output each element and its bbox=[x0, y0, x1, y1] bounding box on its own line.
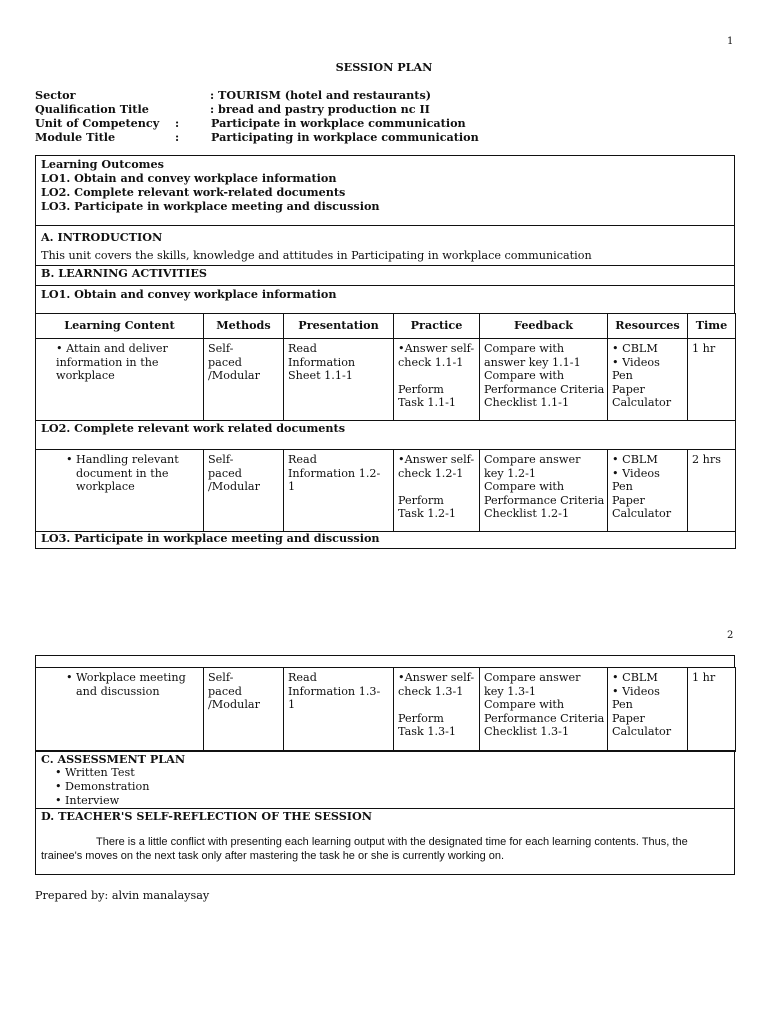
lo2-heading: LO2. Complete relevant work related documents bbox=[36, 421, 736, 450]
column-header: Practice bbox=[394, 314, 480, 339]
header-row-qualification bbox=[35, 102, 735, 116]
presentation-line: Read bbox=[288, 342, 317, 355]
feedback-line: key 1.3-1 bbox=[484, 684, 536, 698]
methods-line: /Modular bbox=[208, 369, 260, 383]
feedback-line: Checklist 1.2-1 bbox=[484, 507, 570, 521]
activities-table-page1 bbox=[35, 313, 736, 549]
feedback-cell bbox=[480, 339, 608, 421]
document-title: SESSION PLAN bbox=[335, 60, 433, 74]
practice-line bbox=[398, 480, 475, 494]
methods-line: /Modular bbox=[208, 480, 260, 494]
practice-line bbox=[398, 698, 475, 712]
learning-content: • Attain and deliver information in the workplace bbox=[56, 342, 168, 383]
self-reflection-text: There is a little conflict with presenting each learning output with the designated time for each learning contents. Thus, the trainee's moves on the next task only after mastering the task he or she is currently working on. bbox=[41, 836, 688, 862]
feedback-line: Compare answer bbox=[484, 453, 581, 466]
presentation-cell bbox=[284, 450, 394, 532]
practice-line: Perform bbox=[398, 711, 444, 725]
resources-line: • CBLM bbox=[612, 453, 658, 466]
lo1-heading: LO1. Obtain and convey workplace information bbox=[41, 287, 337, 301]
feedback-line: answer key 1.1-1 bbox=[484, 355, 581, 369]
assessment-item: • Written Test bbox=[65, 766, 729, 780]
header-label: Unit of Competency bbox=[35, 116, 160, 130]
resources-cell bbox=[608, 668, 688, 752]
learning-content-cell bbox=[36, 668, 204, 752]
methods-line: Self- bbox=[208, 453, 234, 466]
learning-outcome-item: LO3. Participate in workplace meeting and discussion bbox=[41, 199, 380, 213]
presentation-line: Information bbox=[288, 355, 356, 369]
practice-line: •Answer self- bbox=[398, 453, 475, 466]
feedback-line: Performance Criteria bbox=[484, 493, 605, 507]
methods-line: paced bbox=[208, 684, 242, 698]
table-row-lo3 bbox=[36, 668, 736, 752]
presentation-line: 1 bbox=[288, 698, 296, 712]
presentation-line: 1 bbox=[288, 480, 296, 494]
header-separator: : bbox=[175, 130, 180, 144]
resources-line: • CBLM bbox=[612, 342, 658, 355]
header-value: : bread and pastry production nc II bbox=[210, 102, 430, 116]
methods-cell bbox=[204, 668, 284, 752]
resources-line: • Videos bbox=[612, 684, 660, 698]
header-info bbox=[35, 88, 735, 144]
resources-cell bbox=[608, 450, 688, 532]
lo1-heading-box bbox=[35, 285, 735, 314]
methods-cell bbox=[204, 339, 284, 421]
feedback-cell bbox=[480, 668, 608, 752]
practice-line: check 1.1-1 bbox=[398, 355, 464, 369]
assessment-list bbox=[41, 766, 729, 808]
column-header: Learning Content bbox=[36, 314, 204, 339]
introduction-box bbox=[35, 225, 735, 266]
table-row-lo2 bbox=[36, 450, 736, 532]
header-separator: : bbox=[175, 116, 180, 130]
column-header: Time bbox=[688, 314, 736, 339]
column-header: Resources bbox=[608, 314, 688, 339]
methods-line: /Modular bbox=[208, 698, 260, 712]
table-header-row bbox=[36, 314, 736, 339]
header-label: Sector bbox=[35, 88, 76, 102]
learning-content-cell bbox=[36, 450, 204, 532]
feedback-line: Compare with bbox=[484, 369, 565, 383]
presentation-line: Read bbox=[288, 453, 317, 466]
resources-cell bbox=[608, 339, 688, 421]
resources-line: Pen bbox=[612, 480, 633, 494]
time-cell bbox=[688, 450, 736, 532]
feedback-cell bbox=[480, 450, 608, 532]
prepared-by: Prepared by: alvin manalaysay bbox=[35, 889, 210, 902]
presentation-line: Sheet 1.1-1 bbox=[288, 369, 353, 383]
learning-content-cell bbox=[36, 339, 204, 421]
header-label: Module Title bbox=[35, 130, 116, 144]
assessment-item: • Interview bbox=[65, 794, 729, 808]
practice-line: Perform bbox=[398, 382, 444, 396]
learning-content: • Workplace meeting and discussion bbox=[76, 671, 199, 698]
presentation-line: Information 1.3- bbox=[288, 684, 381, 698]
feedback-line: key 1.2-1 bbox=[484, 466, 536, 480]
learning-outcomes-box bbox=[35, 155, 735, 226]
column-header: Feedback bbox=[480, 314, 608, 339]
resources-line: Pen bbox=[612, 698, 633, 712]
resources-line: • Videos bbox=[612, 466, 660, 480]
presentation-line: Information 1.2- bbox=[288, 466, 381, 480]
practice-cell bbox=[394, 668, 480, 752]
lo3-heading-row bbox=[36, 532, 736, 549]
resources-line: Paper bbox=[612, 711, 645, 725]
header-value: Participate in workplace communication bbox=[211, 116, 466, 130]
practice-line: check 1.2-1 bbox=[398, 466, 464, 480]
learning-content: • Handling relevant document in the workplace bbox=[76, 453, 199, 494]
feedback-line: Performance Criteria bbox=[484, 382, 605, 396]
presentation-cell bbox=[284, 668, 394, 752]
practice-line: check 1.3-1 bbox=[398, 684, 464, 698]
feedback-line: Compare with bbox=[484, 480, 565, 494]
time-value: 2 hrs bbox=[692, 453, 721, 466]
feedback-line: Checklist 1.3-1 bbox=[484, 725, 570, 739]
time-cell bbox=[688, 668, 736, 752]
feedback-line: Performance Criteria bbox=[484, 711, 605, 725]
learning-outcomes-heading: Learning Outcomes bbox=[41, 157, 164, 171]
learning-activities-heading-box bbox=[35, 265, 735, 286]
presentation-cell bbox=[284, 339, 394, 421]
presentation-line: Read bbox=[288, 671, 317, 684]
practice-line: Task 1.2-1 bbox=[398, 507, 457, 521]
practice-line: Perform bbox=[398, 493, 444, 507]
methods-line: Self- bbox=[208, 342, 234, 355]
resources-line: • Videos bbox=[612, 355, 660, 369]
time-value: 1 hr bbox=[692, 342, 716, 355]
feedback-line: Compare with bbox=[484, 342, 565, 355]
header-row-sector bbox=[35, 88, 735, 102]
assessment-item: • Demonstration bbox=[65, 780, 729, 794]
page-number: 2 bbox=[727, 630, 734, 641]
header-label: Qualification Title bbox=[35, 102, 149, 116]
feedback-line: Compare with bbox=[484, 698, 565, 712]
resources-line: Calculator bbox=[612, 725, 672, 739]
practice-line: •Answer self- bbox=[398, 342, 475, 355]
self-reflection-box bbox=[35, 808, 735, 875]
methods-line: Self- bbox=[208, 671, 234, 684]
column-header: Presentation bbox=[284, 314, 394, 339]
methods-cell bbox=[204, 450, 284, 532]
practice-line: •Answer self- bbox=[398, 671, 475, 684]
practice-line: Task 1.3-1 bbox=[398, 725, 457, 739]
learning-outcome-item: LO1. Obtain and convey workplace information bbox=[41, 171, 337, 185]
introduction-text: This unit covers the skills, knowledge and attitudes in Participating in workplace communication bbox=[41, 249, 592, 262]
resources-line: Paper bbox=[612, 382, 645, 396]
activities-table-page2 bbox=[35, 667, 736, 752]
practice-line bbox=[398, 369, 475, 383]
self-reflection-heading: D. TEACHER'S SELF-REFLECTION OF THE SESSION bbox=[41, 809, 372, 823]
lo2-heading-row bbox=[36, 421, 736, 450]
learning-activities-heading: B. LEARNING ACTIVITIES bbox=[41, 266, 207, 280]
lo3-heading: LO3. Participate in workplace meeting and discussion bbox=[36, 532, 736, 549]
practice-line: Task 1.1-1 bbox=[398, 396, 457, 410]
resources-line: Pen bbox=[612, 369, 633, 383]
table-row-lo1 bbox=[36, 339, 736, 421]
methods-line: paced bbox=[208, 466, 242, 480]
introduction-heading: A. INTRODUCTION bbox=[41, 230, 163, 244]
practice-cell bbox=[394, 450, 480, 532]
practice-cell bbox=[394, 339, 480, 421]
header-value: : TOURISM (hotel and restaurants) bbox=[210, 88, 432, 102]
resources-line: Calculator bbox=[612, 507, 672, 521]
time-value: 1 hr bbox=[692, 671, 716, 684]
time-cell bbox=[688, 339, 736, 421]
resources-line: Paper bbox=[612, 493, 645, 507]
feedback-line: Checklist 1.1-1 bbox=[484, 396, 570, 410]
resources-line: Calculator bbox=[612, 396, 672, 410]
column-header: Methods bbox=[204, 314, 284, 339]
methods-line: paced bbox=[208, 355, 242, 369]
feedback-line: Compare answer bbox=[484, 671, 581, 684]
header-value: Participating in workplace communication bbox=[211, 130, 479, 144]
page-number: 1 bbox=[727, 36, 734, 47]
resources-line: • CBLM bbox=[612, 671, 658, 684]
header-row-module bbox=[35, 130, 735, 144]
header-row-unit bbox=[35, 116, 735, 130]
assessment-plan-box bbox=[35, 750, 735, 809]
assessment-heading: C. ASSESSMENT PLAN bbox=[41, 752, 186, 766]
learning-outcome-item: LO2. Complete relevant work-related documents bbox=[41, 185, 346, 199]
